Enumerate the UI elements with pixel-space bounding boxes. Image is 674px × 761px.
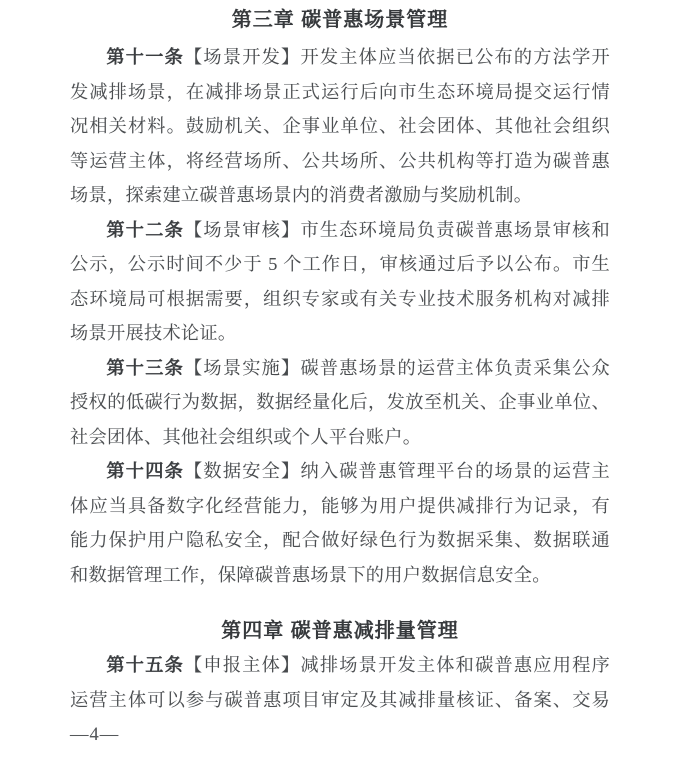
article-15-line-1 bbox=[70, 648, 610, 683]
article-11-number: 第十一条 bbox=[106, 47, 185, 67]
article-11-line-1 bbox=[70, 40, 610, 75]
article-12-line-4: 场景开展技术论证。 bbox=[70, 323, 237, 343]
article-12-text: 市生态环境局负责碳普惠场景审核和 bbox=[300, 219, 610, 240]
article-15-label: 【申报主体】 bbox=[184, 655, 301, 675]
article-13-line-1 bbox=[70, 351, 610, 386]
article-14-line-4: 和数据管理工作，保障碳普惠场景下的用户数据信息安全。 bbox=[70, 564, 551, 585]
article-12-line-3: 态环境局可根据需要，组织专家或有关专业技术服务机构对减排 bbox=[70, 288, 610, 309]
article-11-line-5: 场景，探索建立碳普惠场景内的消费者激励与奖励机制。 bbox=[70, 185, 533, 205]
article-14-text: 纳入碳普惠管理平台的场景的运营主 bbox=[300, 461, 610, 481]
article-14-line-3: 能力保护用户隐私安全，配合做好绿色行为数据采集、数据联通 bbox=[70, 530, 610, 550]
article-11-text: 开发主体应当依据已公布的方法学开 bbox=[300, 47, 610, 67]
article-12-number: 第十二条 bbox=[106, 219, 185, 240]
article-13-text: 碳普惠场景的运营主体负责采集公众 bbox=[300, 357, 610, 378]
article-14-line-1 bbox=[70, 454, 610, 489]
article-13-line-3: 社会团体、其他社会组织或个人平台账户。 bbox=[70, 426, 422, 447]
chapter-3-heading: 第三章 碳普惠场景管理 bbox=[231, 9, 449, 31]
article-12-line-1 bbox=[70, 213, 610, 248]
article-13-line-2: 授权的低碳行为数据，数据经量化后，发放至机关、企事业单位、 bbox=[70, 392, 610, 412]
article-11-line-4: 等运营主体，将经营场所、公共场所、公共机构等打造为碳普惠 bbox=[70, 150, 610, 171]
article-15-line-2: 运营主体可以参与碳普惠项目审定及其减排量核证、备案、交易 bbox=[70, 689, 610, 710]
article-11-line-3: 况相关材料。鼓励机关、企事业单位、社会团体、其他社会组织 bbox=[70, 116, 610, 136]
article-14-label: 【数据安全】 bbox=[184, 461, 301, 481]
article-12-label: 【场景审核】 bbox=[184, 219, 301, 240]
article-13-number: 第十三条 bbox=[106, 357, 185, 378]
article-11-label: 【场景开发】 bbox=[184, 47, 301, 67]
article-15-text: 减排场景开发主体和碳普惠应用程序 bbox=[300, 655, 610, 675]
chapter-4-heading: 第四章 碳普惠减排量管理 bbox=[221, 620, 459, 642]
article-14-line-2: 体应当具备数字化经营能力，能够为用户提供减排行为记录，有 bbox=[70, 495, 610, 516]
article-14-number: 第十四条 bbox=[106, 461, 185, 481]
article-15-number: 第十五条 bbox=[106, 655, 185, 675]
article-13-label: 【场景实施】 bbox=[184, 357, 301, 378]
article-12-line-2: 公示，公示时间不少于 5 个工作日，审核通过后予以公布。市生 bbox=[70, 254, 610, 274]
article-11-line-2: 发减排场景，在减排场景正式运行后向市生态环境局提交运行情 bbox=[70, 81, 610, 102]
page-number: —4— bbox=[70, 725, 120, 745]
